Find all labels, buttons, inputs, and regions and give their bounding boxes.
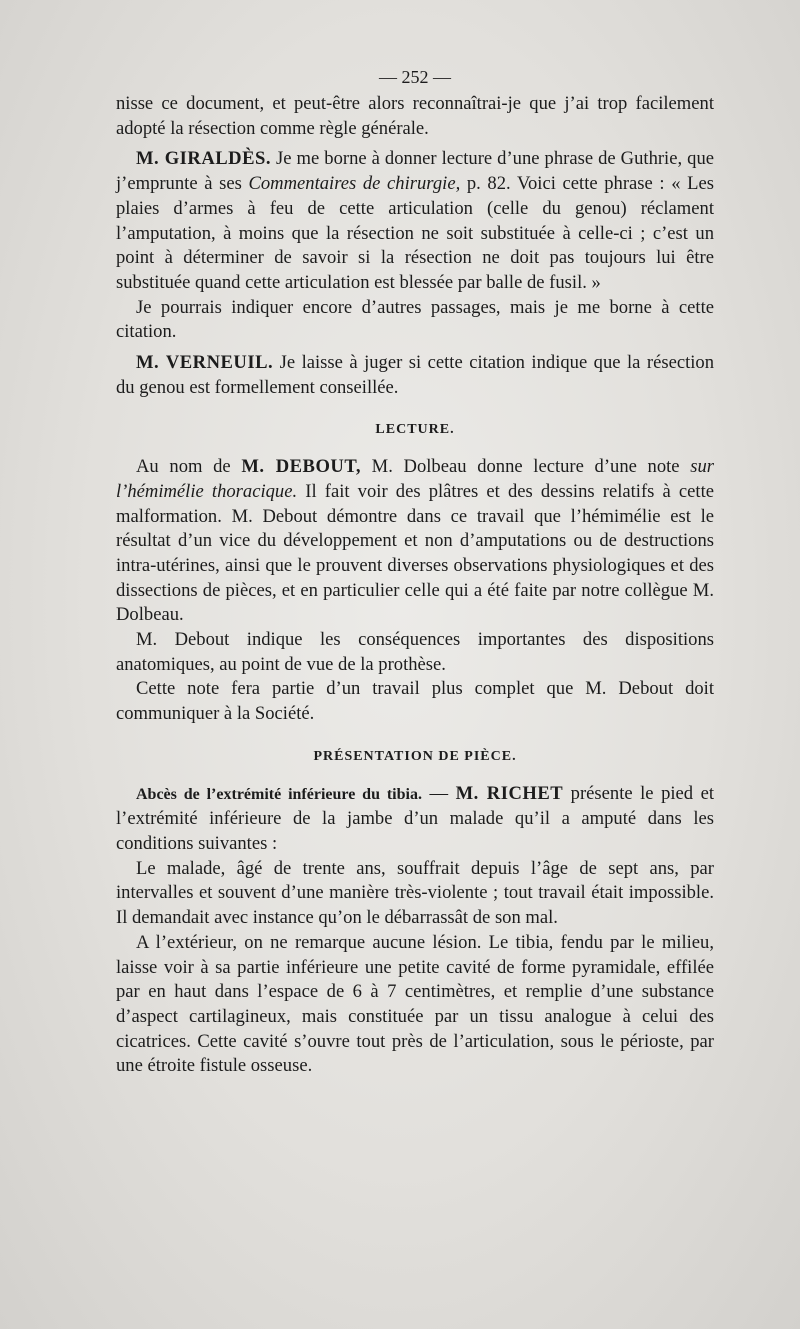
giraldes-text-1: Je me borne à donner lecture d’une phrase de Guthrie, que j’emprunte à ses xyxy=(116,148,714,195)
paragraph-continuation: nisse ce document, et peut-être alors reconnaîtrai-je que j’ai trop facilement adopté la résection comme règle générale. xyxy=(116,93,714,139)
lecture-note-title: sur l’hémimélie thoracique. xyxy=(116,456,715,502)
paragraph-presentation-1 xyxy=(116,782,714,857)
paragraph-lecture-3: Cette note fera partie d’un travail plus complet que M. Debout doit communiquer à la Société. xyxy=(116,678,714,725)
presentation-title: Abcès de l’extrémité inférieure du tibia. xyxy=(136,785,422,803)
paragraph-verneuil xyxy=(116,351,714,400)
giraldes-text-2: p. 82. Voici cette phrase : « Les plaies d’armes à feu de cette articulation (celle du genou) réclament l’amputation, à moins que la résection ne soit substituée à celle-ci ; c’est un point à déterminer de savoir si la résection ne doit pas toujours lui être substituée quand cette articulation est blessée par balle de fusil. » xyxy=(116,173,714,293)
section-heading-presentation: PRÉSENTATION DE PIÈCE. xyxy=(313,748,517,764)
verneuil-text: Je laisse à juger si cette citation indique que la résection du genou est formellement conseillée. xyxy=(116,352,714,398)
paragraph-presentation-3: A l’extérieur, on ne remarque aucune lésion. Le tibia, fendu par le milieu, laisse voir à sa partie inférieure une petite cavité de forme pyramidale, effilée par en haut dans l’espace de 6 à 7 centimètres, et remplie d’une substance d’aspect cartilagineux, mais constituée par un tissu analogue à celui des cicatrices. Cette cavité s’ouvre tout près de l’articulation, sous le périoste, par une étroite fistule osseuse. xyxy=(116,931,714,1077)
lecture-text-b: M. Dolbeau donne lecture d’une note xyxy=(361,456,691,478)
paragraph-lecture-1 xyxy=(116,455,714,628)
section-heading-lecture: LECTURE. xyxy=(375,422,455,438)
presentation-dash: — xyxy=(421,782,456,804)
presentation-text-1: présente le pied et l’extrémité inférieure de la jambe d’un malade qu’il a amputé dans les conditions suivantes : xyxy=(116,782,715,854)
paragraph-presentation-2: Le malade, âgé de trente ans, souffrait depuis l’âge de sept ans, par intervalles et souvent d’une manière très-violente ; tout travail était impossible. Il demandait avec instance qu’on le débarrassât de son mal. xyxy=(116,857,714,929)
paragraph-giraldes-continued: Je pourrais indiquer encore d’autres passages, mais je me borne à cette citation. xyxy=(116,296,714,343)
lecture-text-a: Au nom de xyxy=(136,456,242,478)
giraldes-work-title: Commentaires de chirurgie, xyxy=(248,173,461,195)
lecture-name-debout: M. DEBOUT, xyxy=(241,456,362,478)
page-text-block xyxy=(116,62,714,1079)
paragraph-giraldes xyxy=(116,147,714,295)
paragraph-lecture-2: M. Debout indique les conséquences importantes des dispositions anatomiques, au point de vue de la prothèse. xyxy=(116,629,714,675)
page-number: — 252 — xyxy=(379,67,451,87)
speaker-giraldes: M. GIRALDÈS. xyxy=(136,148,271,170)
speaker-verneuil: M. VERNEUIL. xyxy=(136,352,274,374)
speaker-richet: M. RICHET xyxy=(455,782,564,804)
lecture-text-c: Il fait voir des plâtres et des dessins relatifs à cette malformation. M. Debout démontre dans ce travail que l’hémimélie est le résultat d’un vice du développement et non d’amputations ou de destructions intra-utérines, ainsi que le prouvent diverses observations physiologiques et des dissections de pièces, et en particulier celle qui a été faite par notre collègue M. Dolbeau. xyxy=(116,480,714,626)
